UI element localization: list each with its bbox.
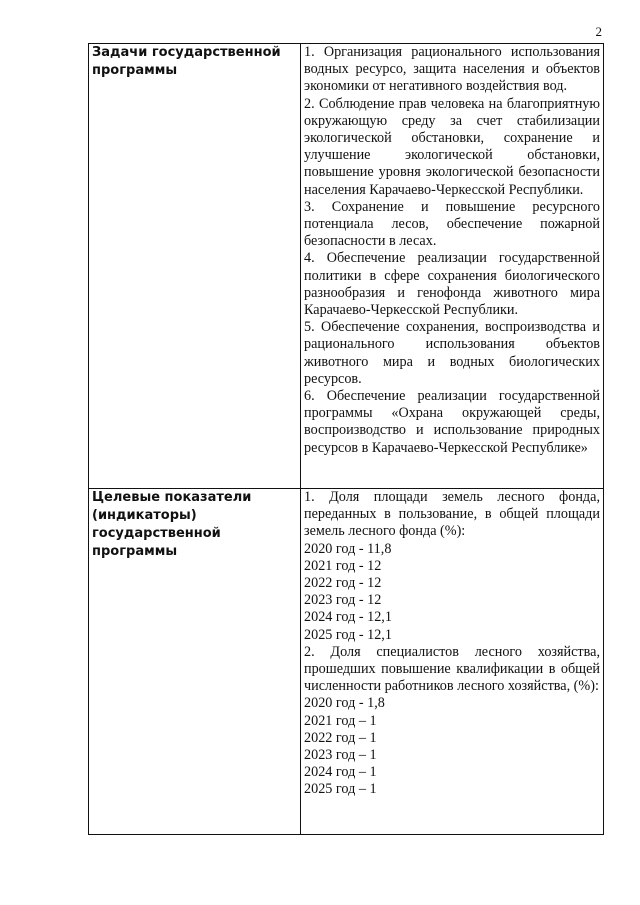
tasks-label: Задачи государственной программы (89, 44, 301, 489)
tasks-content (301, 44, 604, 489)
indicator-2-year: 2023 год – 1 (304, 747, 377, 764)
indicator-2-year: 2021 год – 1 (304, 712, 377, 729)
indicator-2-year: 2024 год – 1 (304, 764, 377, 781)
targets-content (301, 489, 604, 835)
targets-label-line-3: государственной программы (92, 526, 221, 559)
targets-label (89, 489, 301, 835)
indicator-1-year: 2024 год - 12,1 (304, 609, 392, 626)
task-item-2: 2. Соблюдение прав человека на благоприятную окружающую среду за счет стабилизации экологической обстановки, сохранение и улучшение экологической обстановки, повышение уровня экологической безопасности населения Карачаево-Черкесской Республики. (304, 95, 600, 198)
targets-label-line-2: (индикаторы) (92, 508, 197, 523)
tasks-row (89, 44, 604, 489)
task-item-6: 6. Обеспечение реализации государственной программы «Охрана окружающей среды, воспроизводство и использование природных ресурсов в Карачаево-Черкесской Республике» (304, 388, 600, 456)
indicator-1-title: 1. Доля площади земель лесного фонда, переданных в пользование, в общей площади земель лесного фонда (%): (304, 489, 600, 540)
targets-row (89, 489, 604, 835)
targets-label-line-1: Целевые показатели (92, 490, 252, 505)
task-item-5: 5. Обеспечение сохранения, воспроизводства и рационального использования объектов животного мира и водных биологических ресурсов. (304, 319, 600, 387)
indicator-1-year: 2020 год - 11,8 (304, 540, 392, 557)
indicator-2-title: 2. Доля специалистов лесного хозяйства, прошедших повышение квалификации в общей численности работников лесного хозяйства, (%): (304, 643, 600, 695)
page-number: 2 (595, 24, 602, 39)
indicator-1-year: 2022 год - 12 (304, 575, 382, 592)
task-item-4: 4. Обеспечение реализации государственной политики в сфере сохранения биологического разнообразия и генофонда животного мира Карачаево-Черкесской Республики. (304, 250, 600, 319)
indicator-2-year: 2022 год – 1 (304, 729, 377, 746)
task-item-3: 3. Сохранение и повышение ресурсного потенциала лесов, обеспечение пожарной безопасности в лесах. (304, 198, 600, 250)
indicator-1-year: 2023 год - 12 (304, 592, 382, 609)
program-passport-table (88, 43, 604, 835)
indicator-1-year: 2021 год - 12 (304, 557, 382, 574)
indicator-2-year: 2020 год - 1,8 (304, 695, 385, 712)
indicator-1-year: 2025 год - 12,1 (304, 626, 392, 643)
task-item-1: 1. Организация рационального использования водных ресурсо, защита населения и объектов экономики от негативного воздействия вод. (304, 44, 600, 95)
indicator-2-year: 2025 год – 1 (304, 781, 377, 798)
